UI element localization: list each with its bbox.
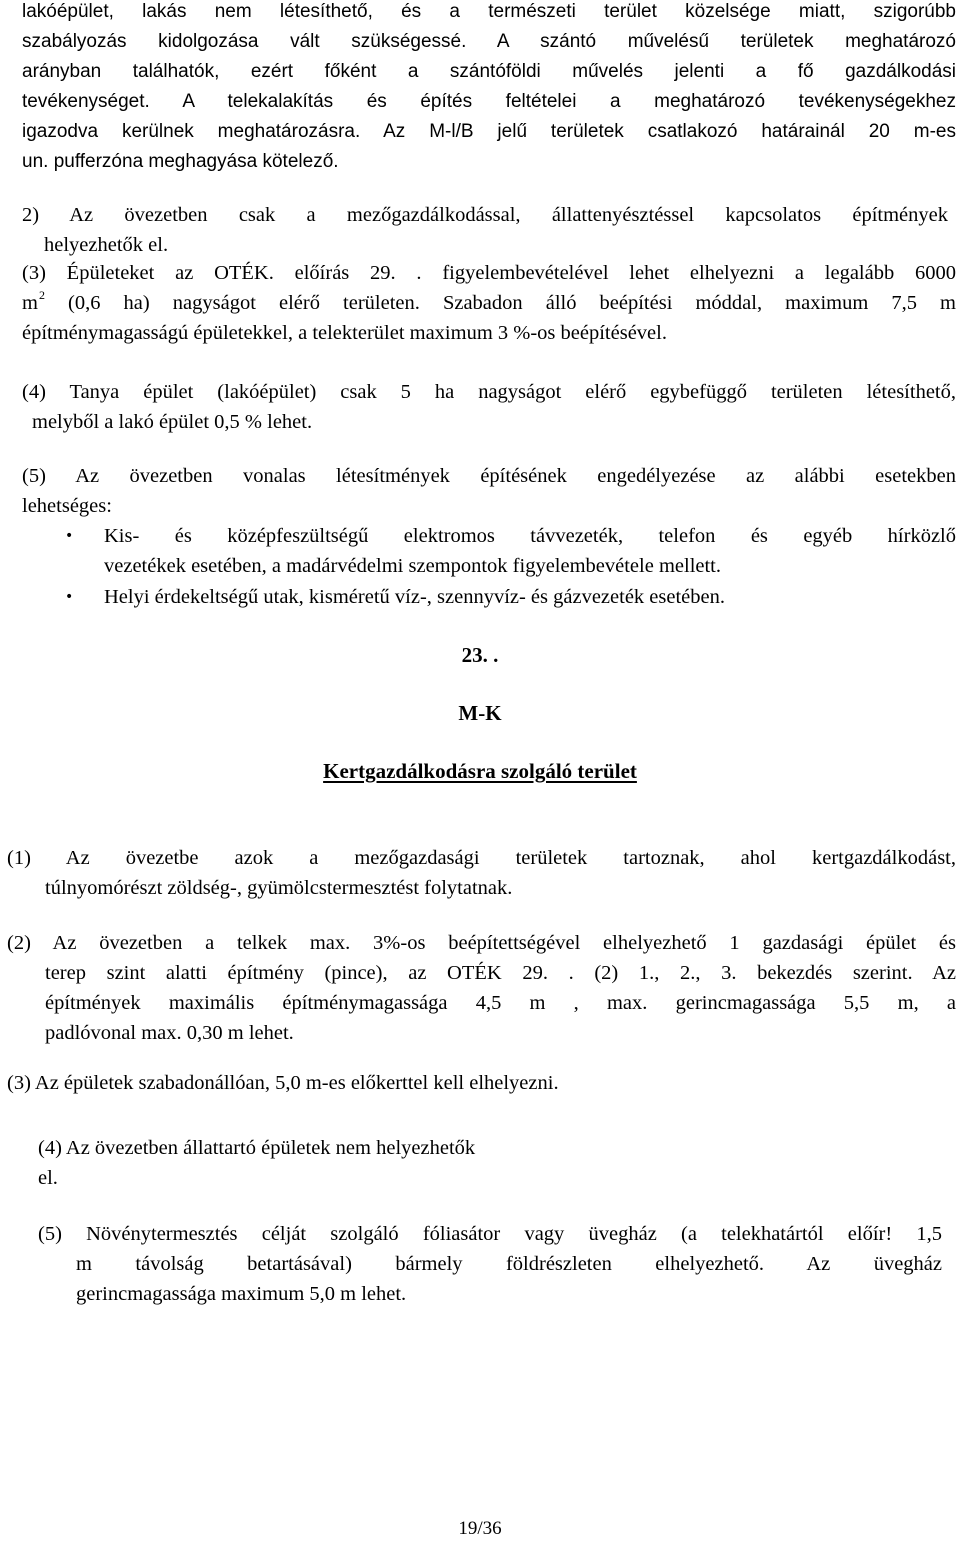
paragraph-line: túlnyomórészt zöldség-, gyümölcstermesztést folytatnak. xyxy=(45,877,513,899)
paragraph-line: (5) Növénytermesztés célját szolgáló fóliasátor vagy üvegház (a telekhatártól előír! 1,5 xyxy=(38,1223,942,1245)
paragraph-line: (5) Az övezetben vonalas létesítmények építésének engedélyezése az alábbi esetekben xyxy=(22,465,956,487)
paragraph-line xyxy=(22,288,956,318)
bullet-line: Kis- és középfeszültségű elektromos távvezeték, telefon és egyéb hírközlő xyxy=(104,525,956,547)
intro-line: arányban találhatók, ezért főként a szántóföldi művelés jelenti a fő gazdálkodási xyxy=(22,61,956,82)
paragraph-line: (4) Az övezetben állattartó épületek nem helyezhetők xyxy=(38,1137,476,1159)
paragraph-5 xyxy=(22,461,956,521)
unit-m: m xyxy=(22,292,38,314)
page-number: 19/36 xyxy=(458,1518,502,1539)
section-title xyxy=(0,756,960,786)
superscript: 2 xyxy=(38,288,45,302)
paragraph-line: gerincmagassága maximum 5,0 m lehet. xyxy=(76,1283,407,1305)
paragraph-line: el. xyxy=(38,1167,58,1189)
paragraph-line: helyezhetők el. xyxy=(44,234,169,256)
section-number: 23. . xyxy=(461,643,499,667)
section-code: M-K xyxy=(458,701,502,725)
bullet-line: Helyi érdekeltségű utak, kisméretű víz-, szennyvíz- és gázvezeték esetében. xyxy=(104,586,725,608)
mk-paragraph-3 xyxy=(7,1068,956,1098)
paragraph-line: 2) Az övezetben csak a mezőgazdálkodással, állattenyésztéssel kapcsolatos építmények xyxy=(22,204,948,226)
bullet-icon: • xyxy=(65,589,74,605)
mk-paragraph-5 xyxy=(38,1219,942,1309)
bullet-line: vezetékek esetében, a madárvédelmi szempontok figyelembevétele mellett. xyxy=(104,555,722,577)
mk-paragraph-1 xyxy=(7,843,956,903)
mk-paragraph-4 xyxy=(38,1133,638,1193)
intro-line: tevékenységet. A telekalakítás és építés feltételei a meghatározó tevékenységekhez xyxy=(22,91,956,112)
paragraph-line: (4) Tanya épület (lakóépület) csak 5 ha nagyságot elérő egybefüggő területen létesíthető, xyxy=(22,381,956,403)
intro-paragraph xyxy=(22,0,956,177)
bullet-icon: • xyxy=(65,528,74,544)
paragraph-3 xyxy=(22,258,956,348)
intro-line: szabályozás kidolgozása vált szükségessé. A szántó művelésű területek meghatározó xyxy=(22,31,956,52)
paragraph-line: terep szint alatti építmény (pince), az OTÉK 29. . (2) 1., 2., 3. bekezdés szerint. Az xyxy=(45,962,956,984)
paragraph-line: (1) Az övezetbe azok a mezőgazdasági területek tartoznak, ahol kertgazdálkodást, xyxy=(7,847,956,869)
paragraph-line: (2) Az övezetben a telkek max. 3%-os beépítettségével elhelyezhető 1 gazdasági épület és xyxy=(7,932,956,954)
paragraph-line: m távolság betartásával) bármely földrészleten elhelyezhető. Az üvegház xyxy=(76,1253,942,1275)
paragraph-text: (0,6 ha) nagyságot elérő területen. Szabadon álló beépítési móddal, maximum 7,5 m xyxy=(44,292,956,314)
intro-line: igazodva kerülnek meghatározásra. Az M-l/B jelű területek csatlakozó határainál 20 m-es xyxy=(22,121,956,142)
paragraph-line: lehetséges: xyxy=(22,495,112,517)
paragraph-line: építmények maximális építménymagassága 4,5 m , max. gerincmagassága 5,5 m, a xyxy=(45,992,956,1014)
bullet-item xyxy=(104,521,956,581)
paragraph-4 xyxy=(22,377,956,437)
paragraph-line: (3) Épületeket az OTÉK. előírás 29. . figyelembevételével lehet elhelyezni a legalább 6000 xyxy=(22,262,956,284)
paragraph-2 xyxy=(22,200,948,260)
paragraph-line: melyből a lakó épület 0,5 % lehet. xyxy=(32,411,313,433)
paragraph-line: (3) Az épületek szabadonállóan, 5,0 m-es előkerttel kell elhelyezni. xyxy=(7,1072,559,1094)
mk-paragraph-2 xyxy=(7,928,956,1048)
intro-line: un. pufferzóna meghagyása kötelező. xyxy=(22,151,339,172)
section-title-text: Kertgazdálkodásra szolgáló terület xyxy=(323,759,637,783)
paragraph-line: padlóvonal max. 0,30 m lehet. xyxy=(45,1022,294,1044)
bullet-item xyxy=(104,582,956,612)
intro-line: lakóépület, lakás nem létesíthető, és a természeti terület közelsége miatt, szigorúbb xyxy=(22,1,956,22)
paragraph-line: építménymagasságú épületekkel, a telekterület maximum 3 %-os beépítésével. xyxy=(22,322,667,344)
